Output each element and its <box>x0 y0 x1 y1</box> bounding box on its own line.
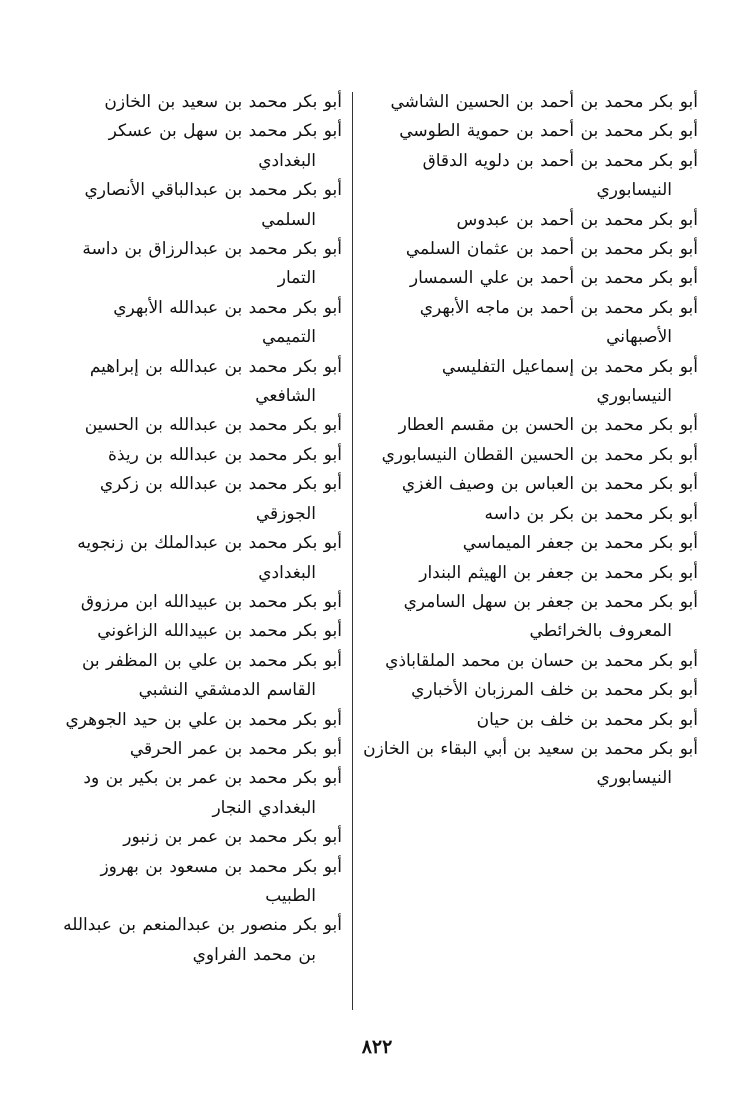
index-entry: أبو بكر محمد بن جعفر بن الهيثم البندار <box>419 562 698 583</box>
index-entry: أبو بكر محمد بن عمر بن بكير بن ود البغدادي النجار <box>83 768 342 818</box>
index-column-left <box>56 88 342 970</box>
index-entry: أبو بكر محمد بن الحسن بن مقسم العطار <box>398 415 698 436</box>
index-entry: أبو بكر محمد بن العباس بن وصيف الغزي <box>401 474 698 495</box>
index-entry: أبو بكر محمد بن خلف المرزبان الأخباري <box>411 680 698 701</box>
index-entry: أبو بكر محمد بن أحمد بن علي السمسار <box>409 268 698 289</box>
index-entry: أبو بكر محمد بن عبيدالله الزاغوني <box>97 621 342 642</box>
index-column-right <box>362 88 698 794</box>
index-entry: أبو بكر محمد بن حسان بن محمد الملقاباذي <box>385 650 698 671</box>
index-entry: أبو بكر محمد بن سهل بن عسكر البغدادي <box>108 121 342 171</box>
index-entry: أبو بكر محمد بن عبدالله الأبهري التميمي <box>113 297 342 348</box>
index-entry: أبو بكر محمد بن أحمد بن دلويه الدقاق النيسابوري <box>422 150 698 201</box>
index-entry: أبو بكر محمد بن إسماعيل التفليسي النيسابوري <box>441 356 698 407</box>
index-entry: أبو بكر محمد بن أحمد بن الحسين الشاشي <box>390 92 698 112</box>
index-entry: أبو بكر محمد بن عمر الحرقي <box>129 738 342 759</box>
index-entry: أبو بكر محمد بن أحمد بن ماجه الأبهري الأصبهاني <box>419 297 698 348</box>
index-entry: أبو بكر محمد بن عبدالله بن الحسين <box>84 415 342 436</box>
index-entry: أبو بكر محمد بن عبدالملك بن زنجويه البغدادي <box>77 533 342 583</box>
index-entry: أبو بكر محمد بن خلف بن حيان <box>476 709 698 730</box>
index-entry: أبو بكر محمد بن عمر بن زنبور <box>123 827 342 848</box>
index-entry: أبو بكر محمد بن أحمد بن عثمان السلمي <box>405 239 698 260</box>
index-entry: أبو بكر محمد بن جعفر بن سهل السامري المعروف بالخرائطي <box>403 591 698 642</box>
index-entry: أبو بكر محمد بن عبيدالله ابن مرزوق <box>80 591 342 612</box>
index-entry: أبو بكر محمد بن أحمد بن عبدوس <box>456 209 698 230</box>
index-entry: أبو بكر محمد بن عبدالله بن زكري الجوزقي <box>99 474 342 524</box>
index-entry: أبو بكر محمد بن الحسين القطان النيسابوري <box>381 444 698 465</box>
index-entry: أبو بكر محمد بن جعفر الميماسي <box>462 533 698 554</box>
index-entry: أبو بكر محمد بن عبدالله بن إبراهيم الشافعي <box>89 356 342 407</box>
index-entry: أبو بكر محمد بن علي بن حيد الجوهري <box>65 709 342 730</box>
index-entry: أبو بكر محمد بن سعيد بن أبي البقاء بن الخازن النيسابوري <box>363 738 698 789</box>
column-divider <box>352 92 353 1010</box>
index-entry: أبو بكر محمد بن مسعود بن بهروز الطبيب <box>100 856 342 906</box>
index-entry: أبو بكر محمد بن عبدالباقي الأنصاري السلمي <box>84 180 342 230</box>
index-entry: أبو بكر محمد بن سعيد بن الخازن <box>104 92 342 112</box>
page-number: ٨٢٢ <box>361 1036 393 1058</box>
index-entry: أبو بكر محمد بن بكر بن داسه <box>484 503 698 524</box>
index-entry: أبو بكر منصور بن عبدالمنعم بن عبدالله بن محمد الفراوي <box>63 915 342 965</box>
index-entry: أبو بكر محمد بن أحمد بن حموية الطوسي <box>399 121 698 142</box>
index-entry: أبو بكر محمد بن عبدالرزاق بن داسة التمار <box>82 239 342 289</box>
index-entry: أبو بكر محمد بن عبدالله بن ريذة <box>108 444 342 465</box>
index-entry: أبو بكر محمد بن علي بن المظفر بن القاسم الدمشقي النشبي <box>81 650 342 701</box>
